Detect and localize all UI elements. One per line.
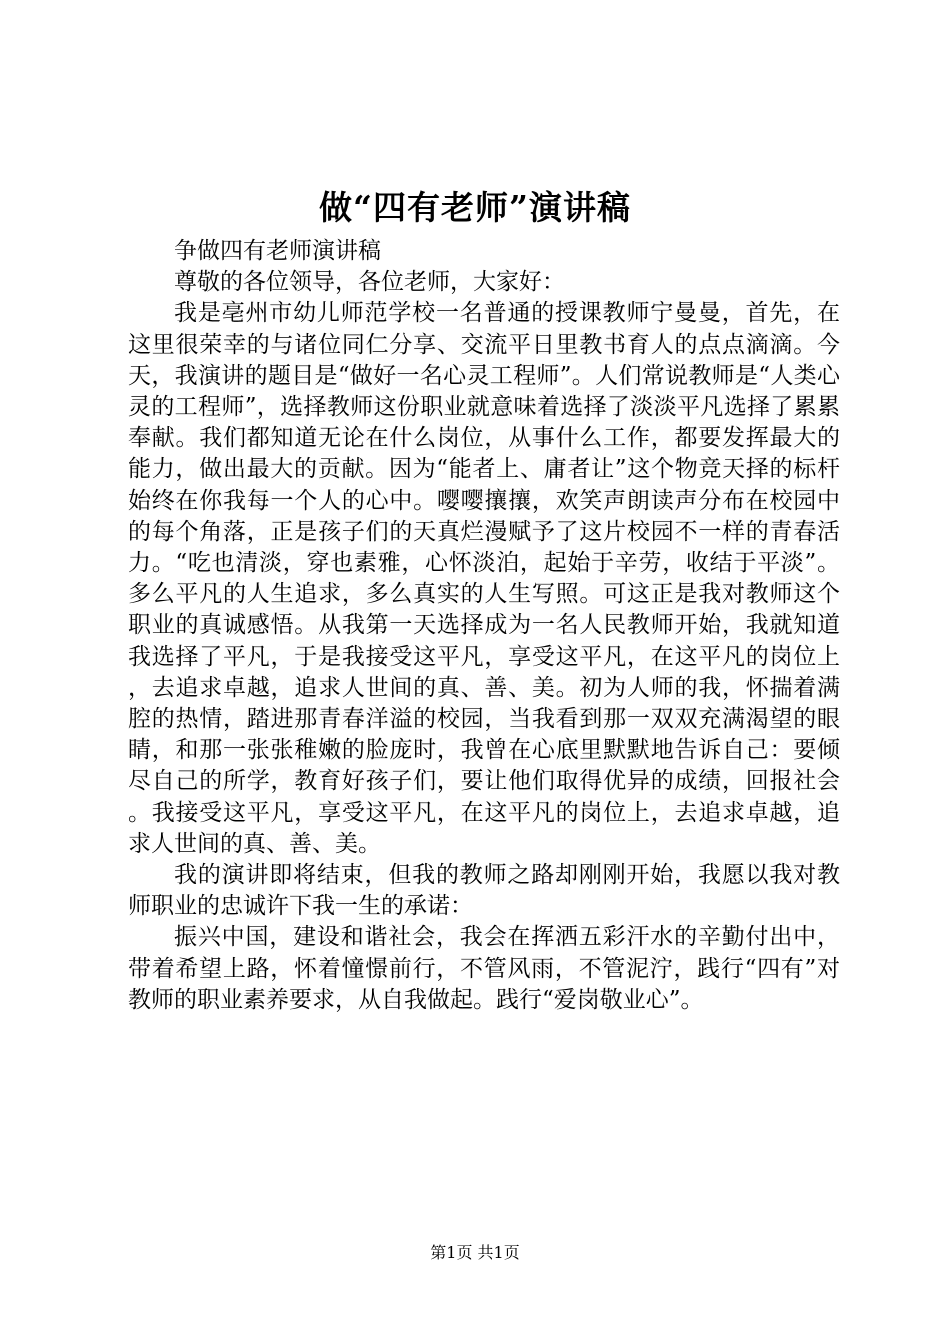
page-footer: 第1页 共1页: [430, 1243, 520, 1262]
document-body: [128, 236, 840, 1016]
paragraph-greeting: 尊敬的各位领导，各位老师，大家好：: [174, 269, 565, 296]
paragraph-conclusion: 我的演讲即将结束，但我的教师之路却刚刚开始，我愿以我对教师职业的忠诚许下我一生的承诺：: [128, 862, 840, 920]
document-title: 做“四有老师”演讲稿: [319, 188, 631, 227]
paragraph-main: 我是亳州市幼儿师范学校一名普通的授课教师宁曼曼，首先，在这里很荣幸的与诸位同仁分享、交流平日里教书育人的点点滴滴。今天，我演讲的题目是“做好一名心灵工程师”。人们常说教师是“人类心灵的工程师”，选择教师这份职业就意味着选择了淡淡平凡选择了累累奉献。我们都知道无论在什么岗位，从事什么工作，都要发挥最大的能力，做出最大的贡献。因为“能者上、庸者让”这个物竞天择的标杆始终在你我每一个人的心中。嘤嘤攘攘，欢笑声朗读声分布在校园中的每个角落，正是孩子们的天真烂漫赋予了这片校园不一样的青春活力。“吃也清淡，穿也素雅，心怀淡泊，起始于辛劳，收结于平淡”。多么平凡的人生追求，多么真实的人生写照。可这正是我对教师这个职业的真诚感悟。从我第一天选择成为一名人民教师开始，我就知道我选择了平凡，于是我接受这平凡，享受这平凡，在这平凡的岗位上，去追求卓越，追求人世间的真、善、美。初为人师的我，怀揣着满腔的热情，踏进那青春洋溢的校园，当我看到那一双双充满渴望的眼睛，和那一张张稚嫩的脸庞时，我曾在心底里默默地告诉自己：要倾尽自己的所学，教育好孩子们，要让他们取得优异的成绩，回报社会。我接受这平凡，享受这平凡，在这平凡的岗位上，去追求卓越，追求人世间的真、善、美。: [128, 300, 840, 857]
paragraph-pledge: 振兴中国，建设和谐社会，我会在挥洒五彩汗水的辛勤付出中，带着希望上路，怀着憧憬前行，不管风雨，不管泥泞，践行“四有”对教师的职业素养要求，从自我做起。践行“爱岗敬业心”。: [128, 924, 840, 1013]
paragraph-subtitle: 争做四有老师演讲稿: [174, 238, 381, 264]
